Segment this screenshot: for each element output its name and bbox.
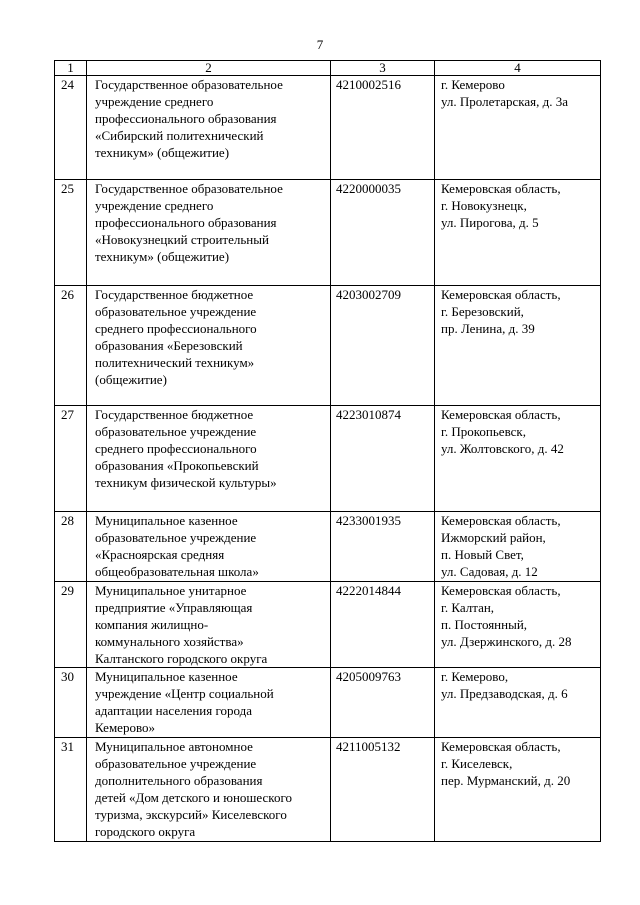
table-row	[55, 738, 601, 842]
organization-address: Кемеровская область, г. Прокопьевск, ул. Жолтовского, д. 42	[435, 406, 601, 512]
table-row	[55, 76, 601, 180]
inn-code: 4210002516	[331, 76, 435, 180]
organization-address: Кемеровская область, г. Киселевск, пер. Мурманский, д. 20	[435, 738, 601, 842]
registry-table	[54, 60, 601, 842]
organization-address: Кемеровская область, Ижморский район, п. Новый Свет, ул. Садовая, д. 12	[435, 512, 601, 582]
organization-address: г. Кемерово, ул. Предзаводская, д. 6	[435, 668, 601, 738]
organization-name: Государственное образовательное учреждение среднего профессионального образования «Новокузнецкий строительный техникум» (общежитие)	[87, 180, 331, 286]
column-header-number: 1	[55, 61, 87, 76]
inn-code: 4211005132	[331, 738, 435, 842]
table-row	[55, 180, 601, 286]
row-number: 25	[55, 180, 87, 286]
inn-code: 4203002709	[331, 286, 435, 406]
organization-name: Муниципальное автономное образовательное учреждение дополнительного образования детей «Дом детского и юношеского туризма, экскурсий» Киселевского городского округа	[87, 738, 331, 842]
row-number: 24	[55, 76, 87, 180]
row-number: 26	[55, 286, 87, 406]
table-header-row	[55, 61, 601, 76]
row-number: 27	[55, 406, 87, 512]
organization-name: Государственное бюджетное образовательное учреждение среднего профессионального образования «Прокопьевский техникум физической культуры»	[87, 406, 331, 512]
organization-name: Муниципальное казенное образовательное учреждение «Красноярская средняя общеобразовательная школа»	[87, 512, 331, 582]
table-row	[55, 582, 601, 668]
organization-name: Государственное бюджетное образовательное учреждение среднего профессионального образования «Березовский политехнический техникум» (общежитие)	[87, 286, 331, 406]
column-header-name: 2	[87, 61, 331, 76]
organization-name: Муниципальное унитарное предприятие «Управляющая компания жилищно- коммунального хозяйства» Калтанского городского округа	[87, 582, 331, 668]
column-header-address: 4	[435, 61, 601, 76]
organization-name: Государственное образовательное учреждение среднего профессионального образования «Сибирский политехнический техникум» (общежитие)	[87, 76, 331, 180]
inn-code: 4233001935	[331, 512, 435, 582]
organization-name: Муниципальное казенное учреждение «Центр социальной адаптации населения города Кемерово»	[87, 668, 331, 738]
page-number: 7	[316, 37, 324, 52]
table-row	[55, 512, 601, 582]
inn-code: 4220000035	[331, 180, 435, 286]
column-header-inn: 3	[331, 61, 435, 76]
table-row	[55, 286, 601, 406]
inn-code: 4223010874	[331, 406, 435, 512]
organization-address: г. Кемерово ул. Пролетарская, д. 3а	[435, 76, 601, 180]
row-number: 30	[55, 668, 87, 738]
inn-code: 4205009763	[331, 668, 435, 738]
organization-address: Кемеровская область, г. Новокузнецк, ул. Пирогова, д. 5	[435, 180, 601, 286]
table-row	[55, 406, 601, 512]
inn-code: 4222014844	[331, 582, 435, 668]
table-row	[55, 668, 601, 738]
organization-address: Кемеровская область, г. Калтан, п. Постоянный, ул. Дзержинского, д. 28	[435, 582, 601, 668]
row-number: 28	[55, 512, 87, 582]
row-number: 31	[55, 738, 87, 842]
row-number: 29	[55, 582, 87, 668]
organization-address: Кемеровская область, г. Березовский, пр. Ленина, д. 39	[435, 286, 601, 406]
